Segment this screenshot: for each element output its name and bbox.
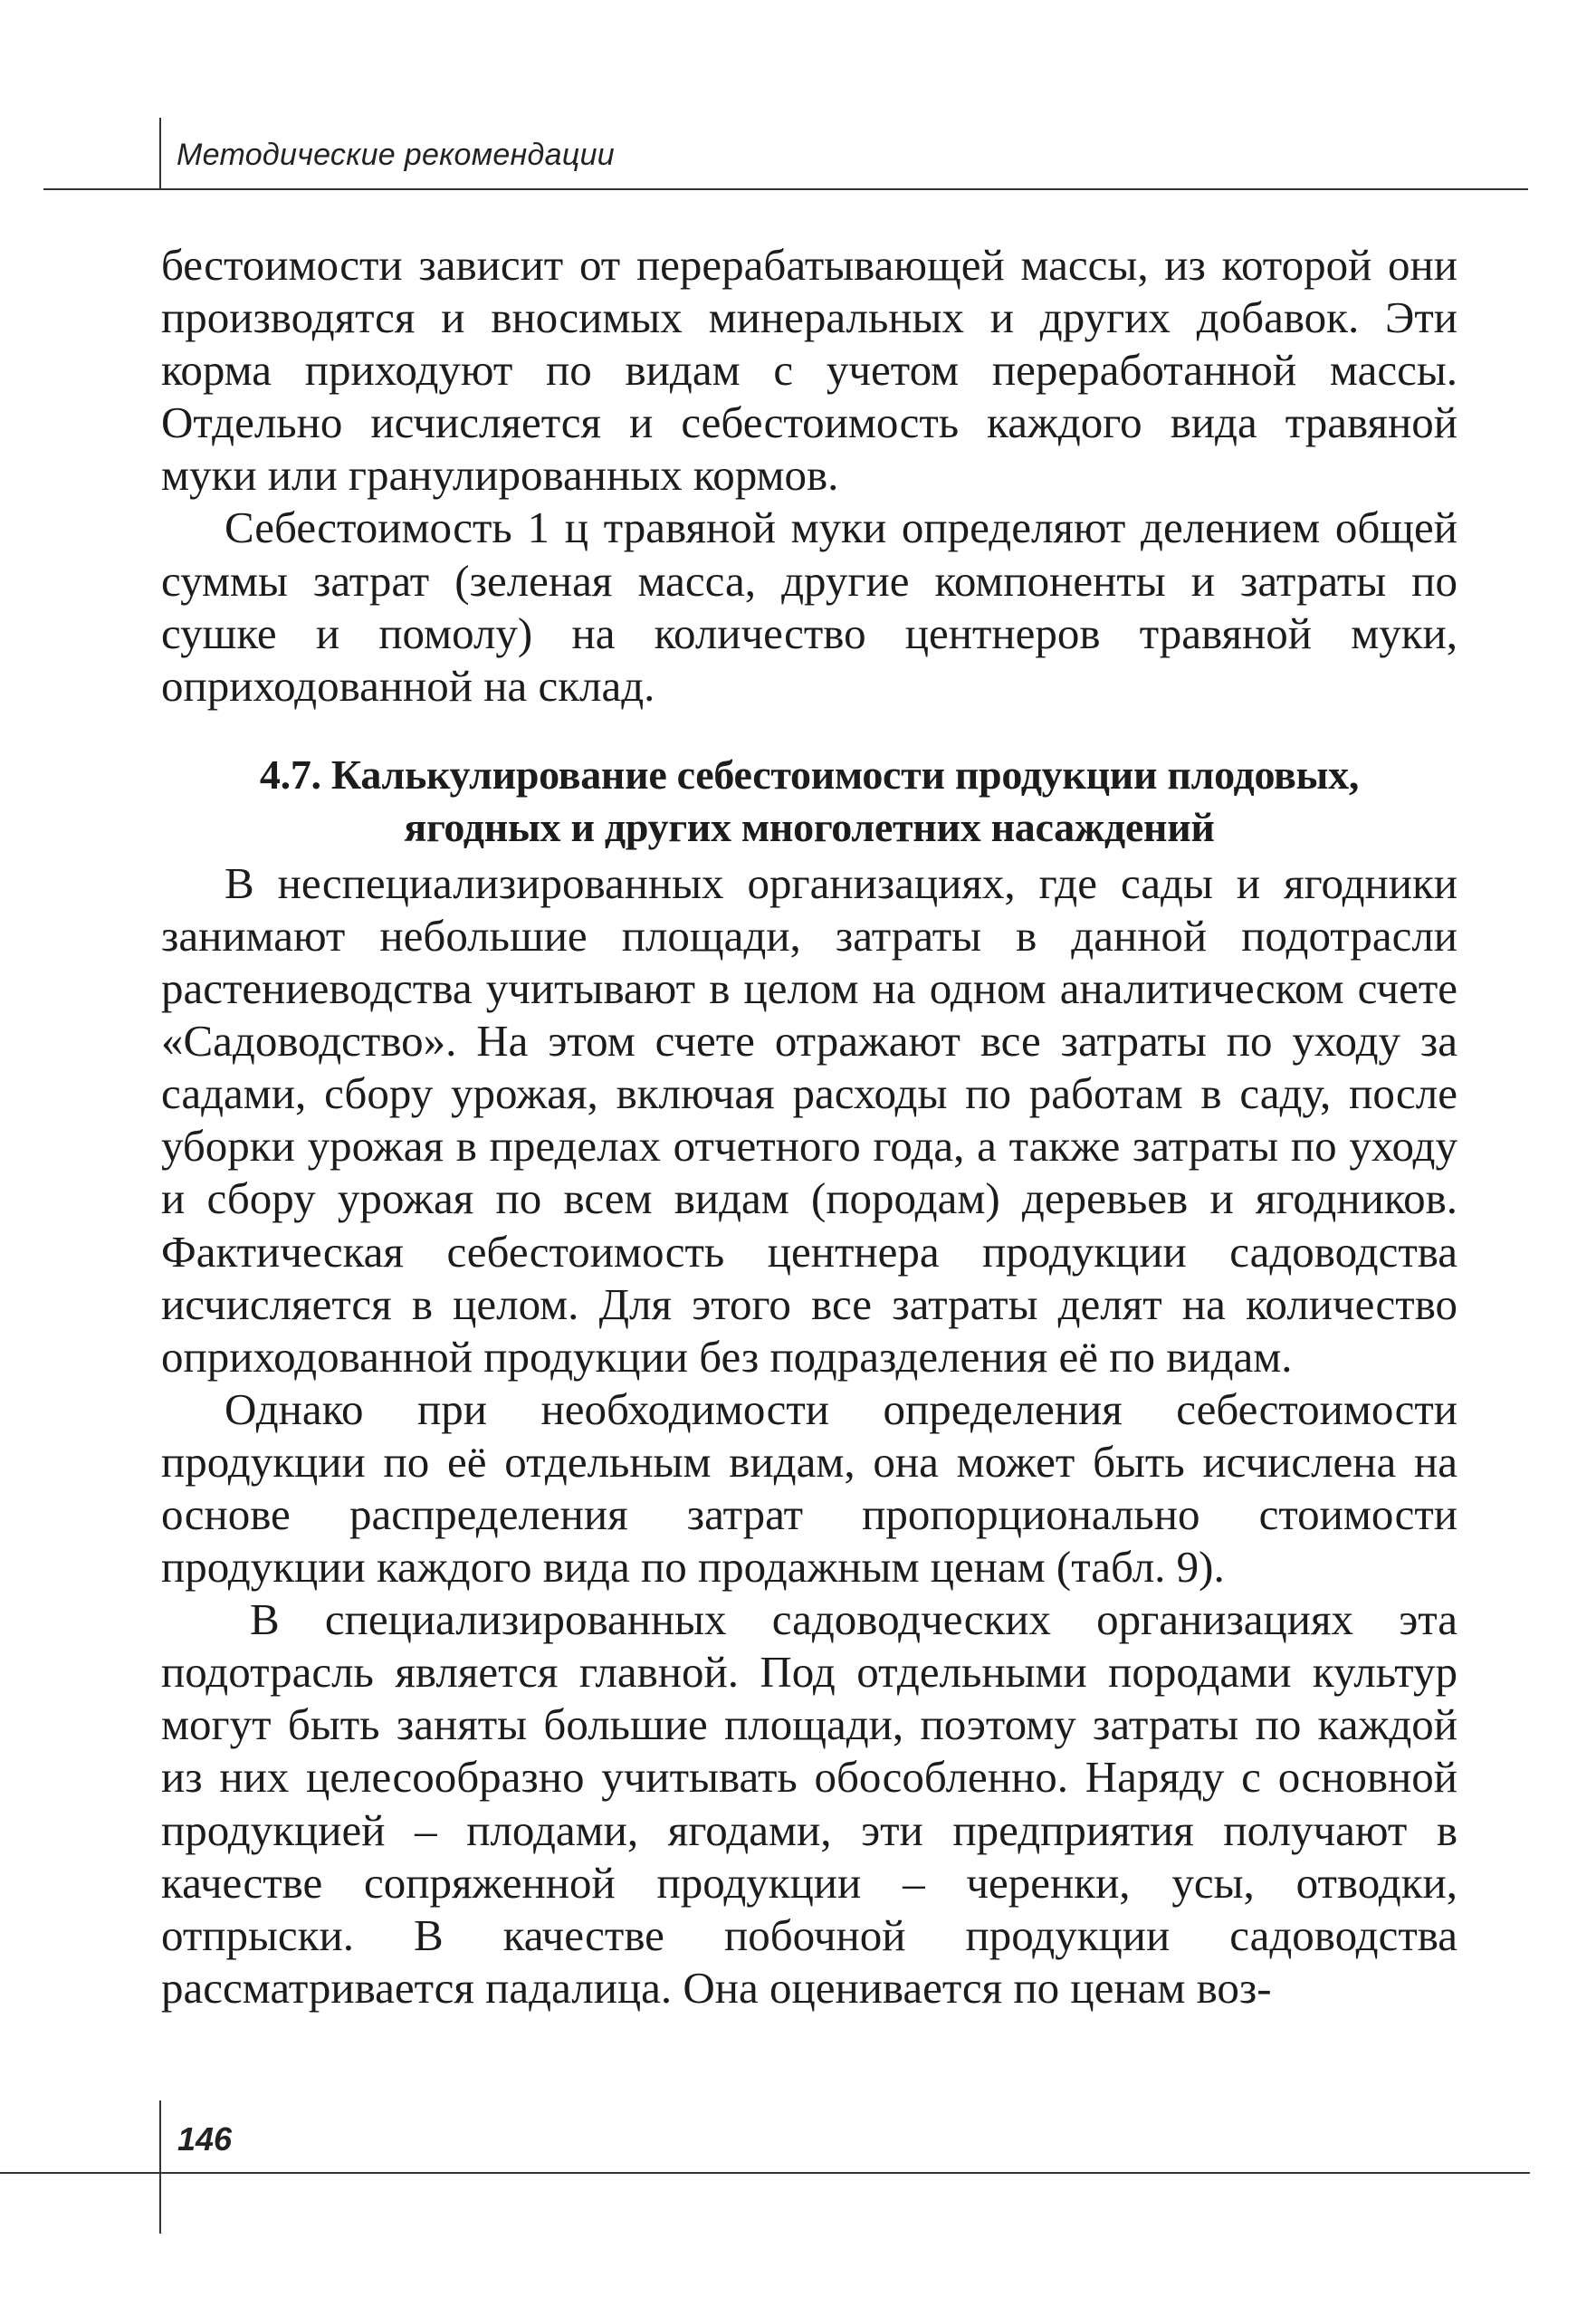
section-heading bbox=[161, 749, 1457, 854]
paragraph: Однако при необходимости определения себестоимости продукции по её отдельным видам, она может быть исчислена на основе распределения затрат пропорционально стоимости продукции каждого вида по продажным ценам (табл. 9). bbox=[161, 1383, 1457, 1593]
header-vertical-rule bbox=[159, 118, 161, 189]
running-title: Методические рекомендации bbox=[177, 138, 616, 172]
footer-rule bbox=[0, 2172, 1530, 2174]
page-number: 146 bbox=[177, 2120, 233, 2158]
paragraph: В неспециализированных организациях, где сады и ягодники занимают небольшие площади, затраты в данной подотрасли растениеводства учитывают в целом на одном аналитическом счете «Садоводство». На этом счете отражают все затраты по уходу за садами, сбору урожая, включая расходы по работам в саду, после уборки урожая в пределах отчетного года, а также затраты по уходу и сбору урожая по всем видам (породам) деревьев и ягодников. Фактическая себестоимость центнера продукции садоводства исчисляется в целом. Для этого все затраты делят на количество оприходованной продукции без подразделения её по видам. bbox=[161, 857, 1457, 1382]
page-body bbox=[161, 239, 1457, 2014]
paragraph: В специализированных садоводческих организациях эта подотрасль является главной. Под отдельными породами культур могут быть заняты большие площади, поэтому затраты по каждой из них целесообразно учитывать обособленно. Наряду с основной продукцией – плодами, ягодами, эти предприятия получают в качестве сопряженной продукции – черенки, усы, отводки, отпрыски. В качестве побочной продукции садоводства рассматривается падалица. Она оценивается по ценам воз- bbox=[161, 1594, 1457, 2013]
paragraph: Себестоимость 1 ц травяной муки определяют делением общей суммы затрат (зеленая масса, другие компоненты и затраты по сушке и помолу) на количество центнеров травяной муки, оприходованной на склад. bbox=[161, 502, 1457, 711]
section-heading-line-1: 4.7. Калькулирование себестоимости продукции плодовых, bbox=[259, 751, 1360, 798]
section-heading-line-2: ягодных и других многолетних насаждений bbox=[404, 803, 1215, 850]
paragraph-continuation: бестоимости зависит от перерабатывающей массы, из которой они производятся и вносимых минеральных и других добавок. Эти корма приходуют по видам с учетом переработанной массы. Отдельно исчисляется и себестоимость каждого вида травяной муки или гранулированных кормов. bbox=[161, 240, 1457, 501]
footer-vertical-rule bbox=[159, 2100, 161, 2234]
header-rule bbox=[43, 188, 1528, 190]
